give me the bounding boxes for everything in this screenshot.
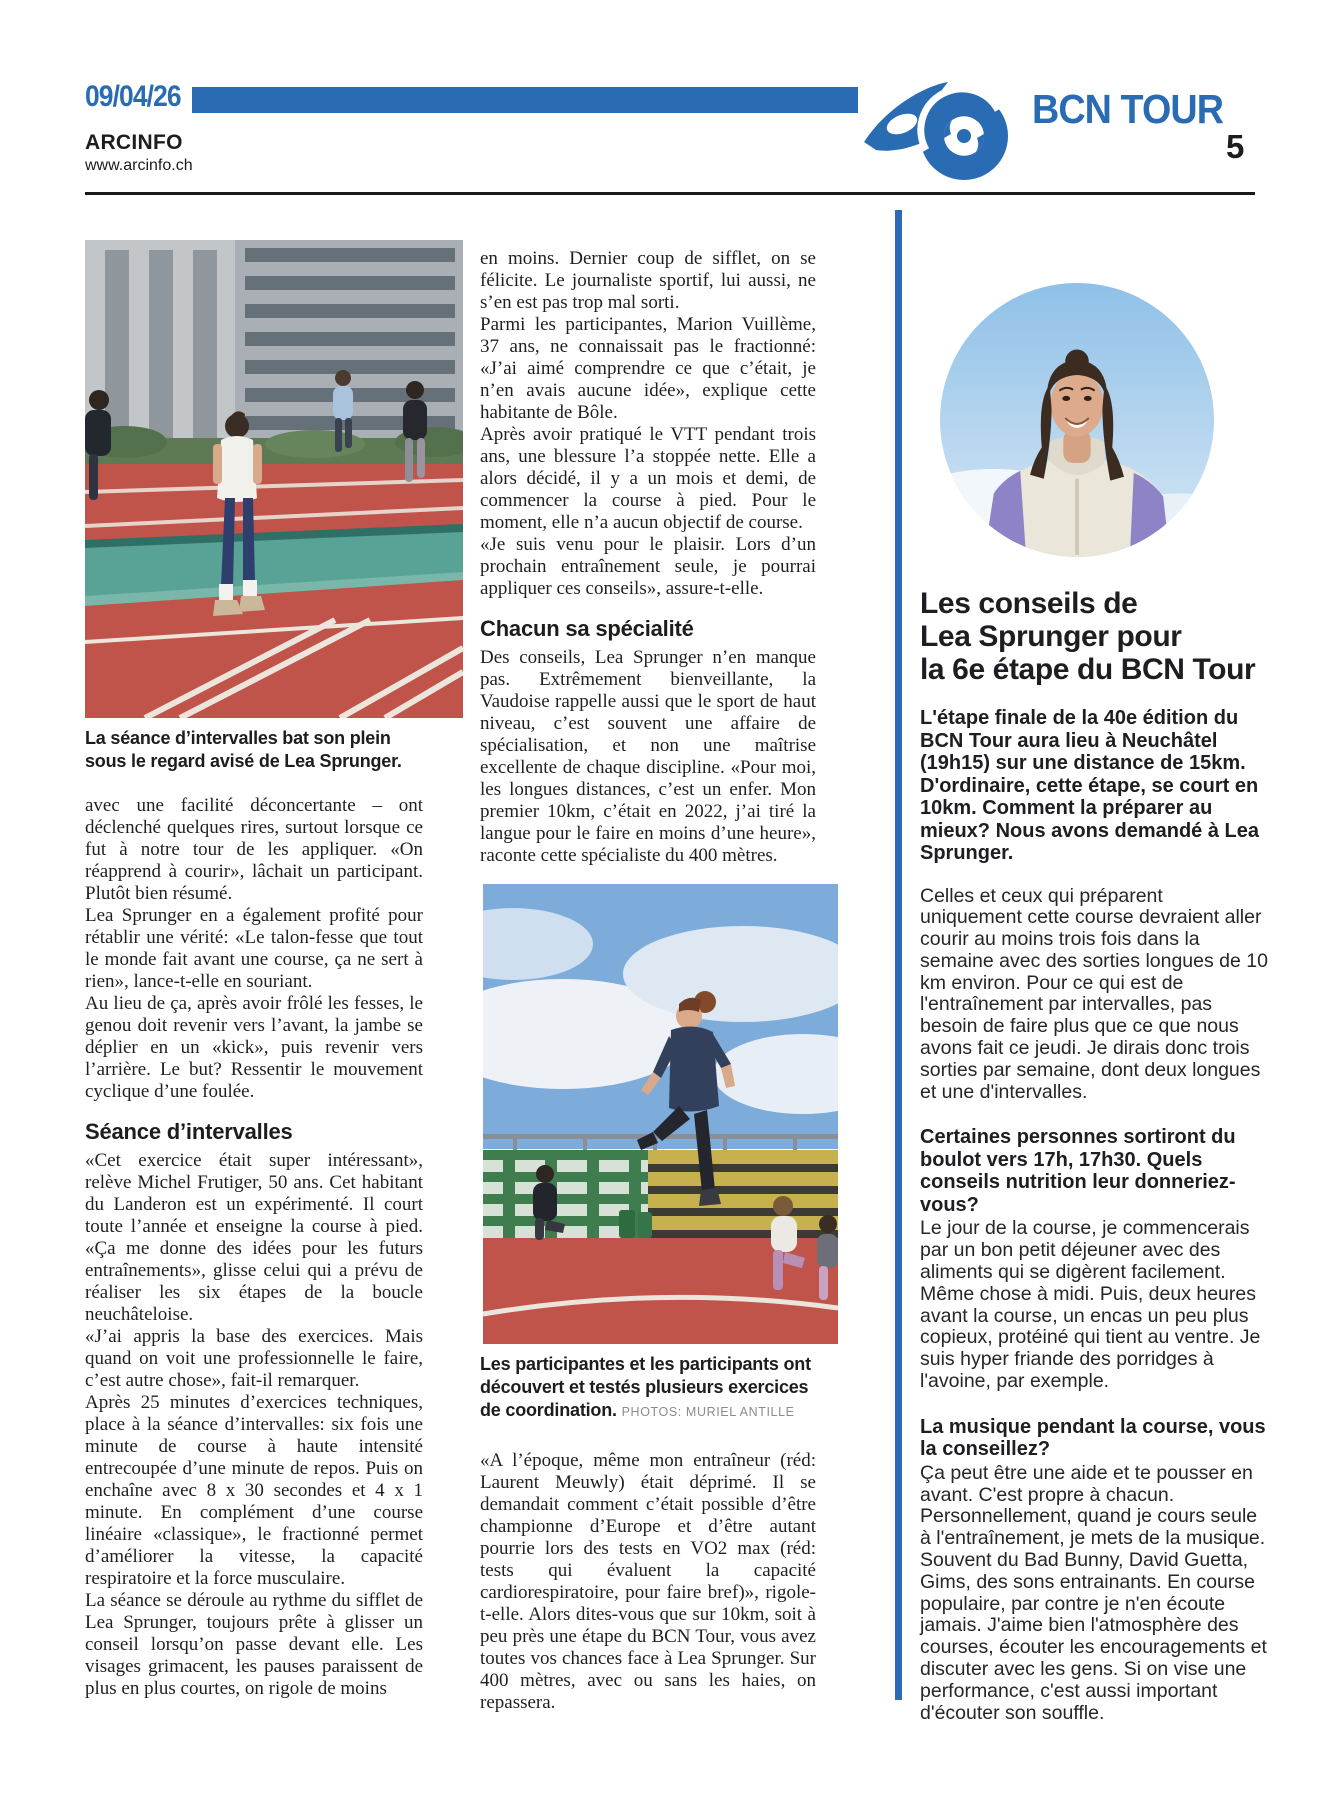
section-subhead: Séance d’intervalles — [85, 1119, 293, 1144]
rail-intro: L'étape finale de la 40e édition du BCN Tour aura lieu à Neuchâtel (19h15) sur une distance de 15km. D'ordinaire, cette étape, se court en 10km. Comment la préparer au mieux? Nous avons demandé à Lea Sprunger. — [920, 707, 1259, 864]
page-number: 5 — [1226, 128, 1245, 165]
rail-answer: Ça peut être une aide et te pousser en avant. C'est propre à chacun. Personnellement, quand je cours seule à l'entraînement, je mets de la musique. Souvent du Bad Bunny, David Guetta, Gims, des sons entrainants. En course populaire, par contre je n'en écoute jamais. J'aime bien l'atmosphère des courses, écouter les encouragements et discuter avec les gens. Si on vise une performance, c'est aussi important d'écouter son souffle. — [920, 1461, 1267, 1724]
body-paragraph: La séance se déroule au rythme du sifflet de Lea Sprunger, toujours prête à glisser un conseil lorsqu’on passe devant elle. Les visages grimacent, les pauses paraissent de plus en plus courtes, on rigole de moins — [85, 1590, 423, 1699]
body-paragraph: Lea Sprunger en a également profité pour rétablir une vérité: «Le talon-fesse que tout le monde fait avant une course, ça ne sert à rien», lance-t-elle en souriant. — [85, 905, 423, 992]
publication-brand — [85, 131, 193, 175]
publication-website: www.arcinfo.ch — [85, 157, 193, 174]
interval-session-photo — [85, 240, 463, 718]
body-paragraph: Après 25 minutes d’exercices techniques, place à la séance d’intervalles: six fois une minute de course à haute intensité entrecoupée d’une minute de repos. Puis on enchaîne avec 8 x 30 secondes et 4 x 1 minute. En complément d’une course linéaire «classique», le fractionné permet d’améliorer la vitesse, la capacité respiratoire et la force musculaire. — [85, 1392, 423, 1589]
middle-column — [480, 248, 816, 1714]
body-paragraph: «J’ai appris la base des exercices. Mais quand on voit une professionnelle le faire, c’est autre chose», fait-il remarquer. — [85, 1326, 423, 1391]
rail-heading-line: Les conseils de — [920, 587, 1138, 620]
body-paragraph: Des conseils, Lea Sprunger n’en manque pas. Extrêmement bienveillante, la Vaudoise rappelle aussi que le sport de haut niveau, c’est souvent une affaire de spécialisation, et non une maîtrise excellente de chaque discipline. «Pour moi, les longues distances, c’est un enfer. Mon premier 10km, c’était en 2022, j’ai tiré la langue pour le faire en moins d’une heure», raconte cette spécialiste du 400 mètres. — [480, 647, 816, 866]
photo-caption — [480, 1353, 816, 1424]
exercise-photo-figure — [480, 884, 816, 1424]
rail-heading-line: la 6e étape du BCN Tour — [920, 653, 1256, 686]
rail-question: La musique pendant la course, vous la conseillez? — [920, 1415, 1266, 1461]
body-paragraph: Au lieu de ça, après avoir frôlé les fesses, le genou doit revenir vers l’avant, la jambe se déplier en un «kick», puis revenir vers l’arrière. Le but? Ressentir le mouvement cyclique d’une foulée. — [85, 993, 423, 1102]
coordination-exercise-photo — [483, 884, 838, 1344]
issue-date: 09/04/26 — [85, 80, 181, 113]
caption-text: Les participantes et les participants ont découvert et testés plusieurs exercices de coordination. — [480, 1354, 811, 1420]
rail-heading — [920, 587, 1277, 686]
section-subhead: Chacun sa spécialité — [480, 616, 694, 641]
rail-answer: Le jour de la course, je commencerais par un bon petit déjeuner avec des aliments qui se digèrent facilement. Même chose à midi. Puis, deux heures avant la course, un encas un peu plus copieux, protéiné qui tient au ventre. Je suis hyper friande des porridges à l'avoine, par exemple. — [920, 1217, 1261, 1393]
right-rail — [895, 210, 1277, 1724]
photo-caption: La séance d’intervalles bat son plein sous le regard avisé de Lea Sprunger. — [85, 728, 402, 771]
track-photo-figure — [85, 240, 423, 773]
body-paragraph: Après avoir pratiqué le VTT pendant trois ans, une blessure l’a stoppée nette. Elle a alors décidé, il y a un mois et demi, de commencer la course à pied. Pour le moment, elle n’a aucun objectif de course. — [480, 424, 816, 533]
rail-question: Certaines personnes sortiront du boulot vers 17h, 17h30. Quels conseils nutrition leur donneriez-vous? — [920, 1126, 1236, 1216]
body-paragraph: en moins. Dernier coup de sifflet, on se félicite. Le journaliste sportif, lui aussi, ne s’en est pas trop mal sorti. — [480, 248, 816, 313]
body-paragraph: avec une facilité déconcertante – ont déclenché quelques rires, surtout lorsque ce fut à notre tour de les appliquer. «On réapprend à courir», lâchait un participant. Plutôt bien résumé. — [85, 795, 423, 904]
photo-credit: PHOTOS: MURIEL ANTILLE — [621, 1405, 795, 1419]
bcn-tour-logotype: BCN TOUR — [1032, 86, 1224, 132]
header-accent-bar — [192, 87, 858, 113]
body-paragraph: «A l’époque, même mon entraîneur (réd: Laurent Meuwly) était déprimé. Il se demandait comment c’était possible d’être championne d’Europe et d’être autant pourrie lors des tests en VO2 max (réd: tests qui évaluent la capacité cardiorespiratoire, pour faire bref)», rigole-t-elle. Alors dites-vous que sur 10km, soit à peu près une étape du BCN Tour, vous avez toutes vos chances face à Lea Sprunger. Sur 400 mètres, avec ou sans les haies, on repassera. — [480, 1450, 816, 1713]
rail-heading-line: Lea Sprunger pour — [920, 620, 1182, 653]
bcn-40-logo-icon — [862, 78, 1027, 190]
publication-name: ARCINFO — [85, 131, 183, 154]
body-paragraph: «Cet exercice était super intéressant», relève Michel Frutiger, 50 ans. Cet habitant du Landeron est un expérimenté. Il court toute l’année et enseigne la course à pied. «Ça me donne des idées pour les futurs entraînements», glisse celui qui a prévu de réaliser les six étapes de la boucle neuchâteloise. — [85, 1150, 423, 1325]
body-paragraph: «Je suis venu pour le plaisir. Lors d’un prochain entraînement seule, je pourrai appliquer ces conseils», assure-t-elle. — [480, 534, 816, 599]
lea-sprunger-portrait — [940, 283, 1214, 557]
rail-accent-bar — [895, 210, 902, 1700]
header-rule — [85, 192, 1255, 195]
body-paragraph: Parmi les participantes, Marion Vuillème, 37 ans, ne connaissait pas le fractionné: «J’ai aimé comprendre ce que c’était, je n’en avais aucune idée», explique cette habitante de Bôle. — [480, 314, 816, 423]
rail-answer: Celles et ceux qui préparent uniquement cette course devraient aller courir au moins trois fois dans la semaine avec des sorties longues de 10 km environ. Pour ce qui est de l'entraînement par intervalles, pas besoin de faire plus que ce que nous avons fait ce jeudi. Je dirais donc trois sorties par semaine, dont deux longues et une d'intervalles. — [920, 884, 1268, 1103]
left-column — [85, 240, 423, 1700]
